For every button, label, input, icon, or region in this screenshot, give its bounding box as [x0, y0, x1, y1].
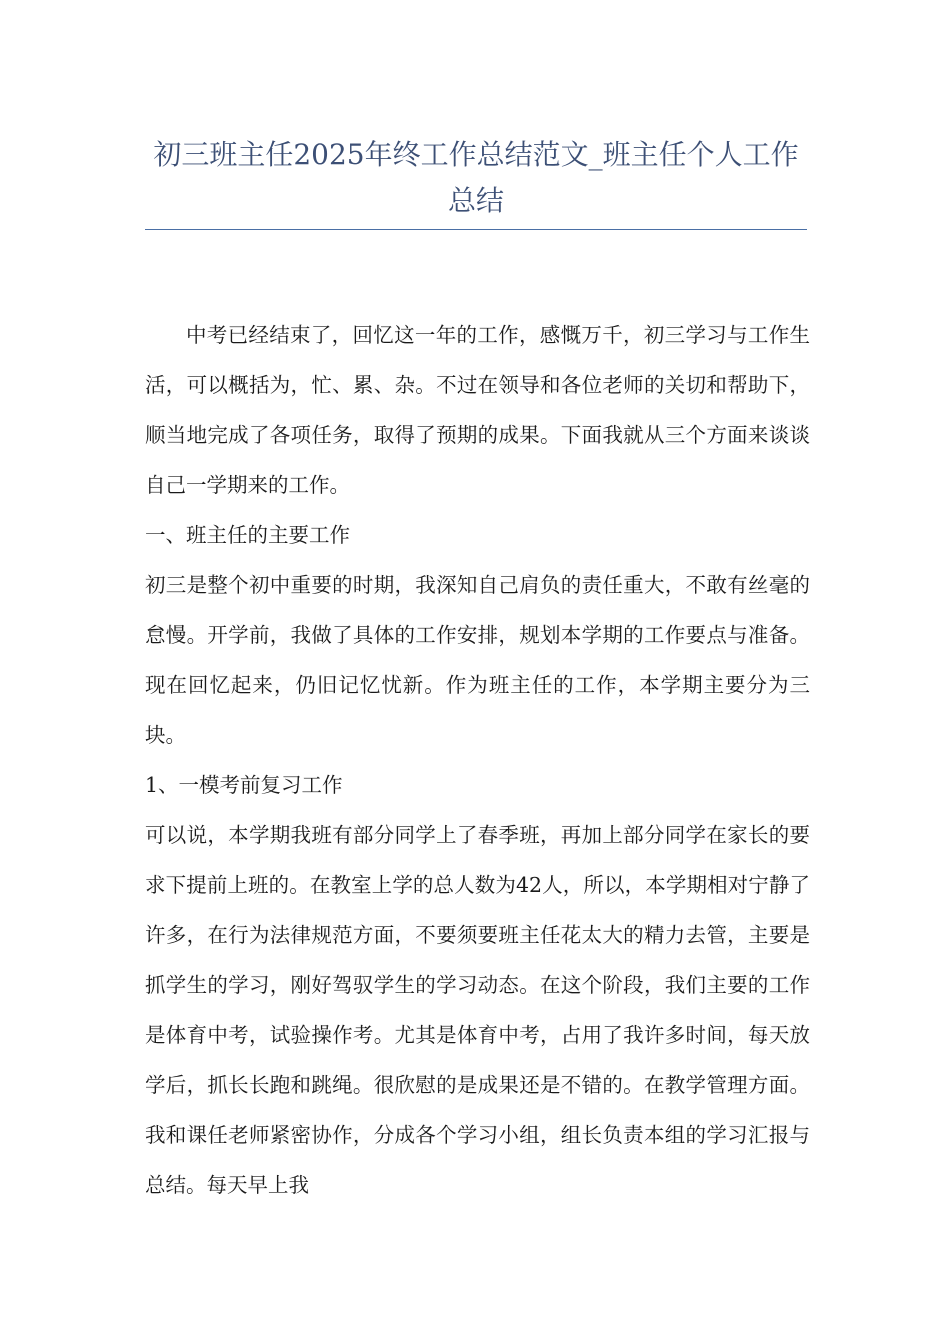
section-heading-1: 一、班主任的主要工作 [145, 523, 350, 547]
subsection-heading-1: 1、一模考前复习工作 [145, 773, 343, 797]
document-title: 初三班主任2025年终工作总结范文_班主任个人工作总结 [153, 138, 799, 217]
title-divider [145, 229, 807, 230]
body-paragraph: 可以说，本学期我班有部分同学上了春季班，再加上部分同学在家长的要求下提前上班的。在教室上学的总人数为42人，所以，本学期相对宁静了许多，在行为法律规范方面，不要须要班主任花太大的精力去管，主要是抓学生的学习，刚好驾驭学生的学习动态。在这个阶段，我们主要的工作是体育中考，试验操作考。尤其是体育中考，占用了我许多时间，每天放学后，抓长长跑和跳绳。很欣慰的是成果还是不错的。在教学管理方面。我和课任老师紧密协作，分成各个学习小组，组长负责本组的学习汇报与总结。每天早上我 [145, 823, 810, 1197]
intro-paragraph: 中考已经结束了，回忆这一年的工作，感慨万千，初三学习与工作生活，可以概括为，忙、累、杂。不过在领导和各位老师的关切和帮助下，顺当地完成了各项任务，取得了预期的成果。下面我就从三个方面来谈谈自己一学期来的工作。 [145, 323, 810, 497]
document-body [145, 310, 810, 1210]
body-paragraph: 初三是整个初中重要的时期，我深知自己肩负的责任重大，不敢有丝毫的怠慢。开学前，我做了具体的工作安排，规划本学期的工作要点与准备。现在回忆起来，仍旧记忆忧新。作为班主任的工作，本学期主要分为三块。 [145, 573, 810, 747]
